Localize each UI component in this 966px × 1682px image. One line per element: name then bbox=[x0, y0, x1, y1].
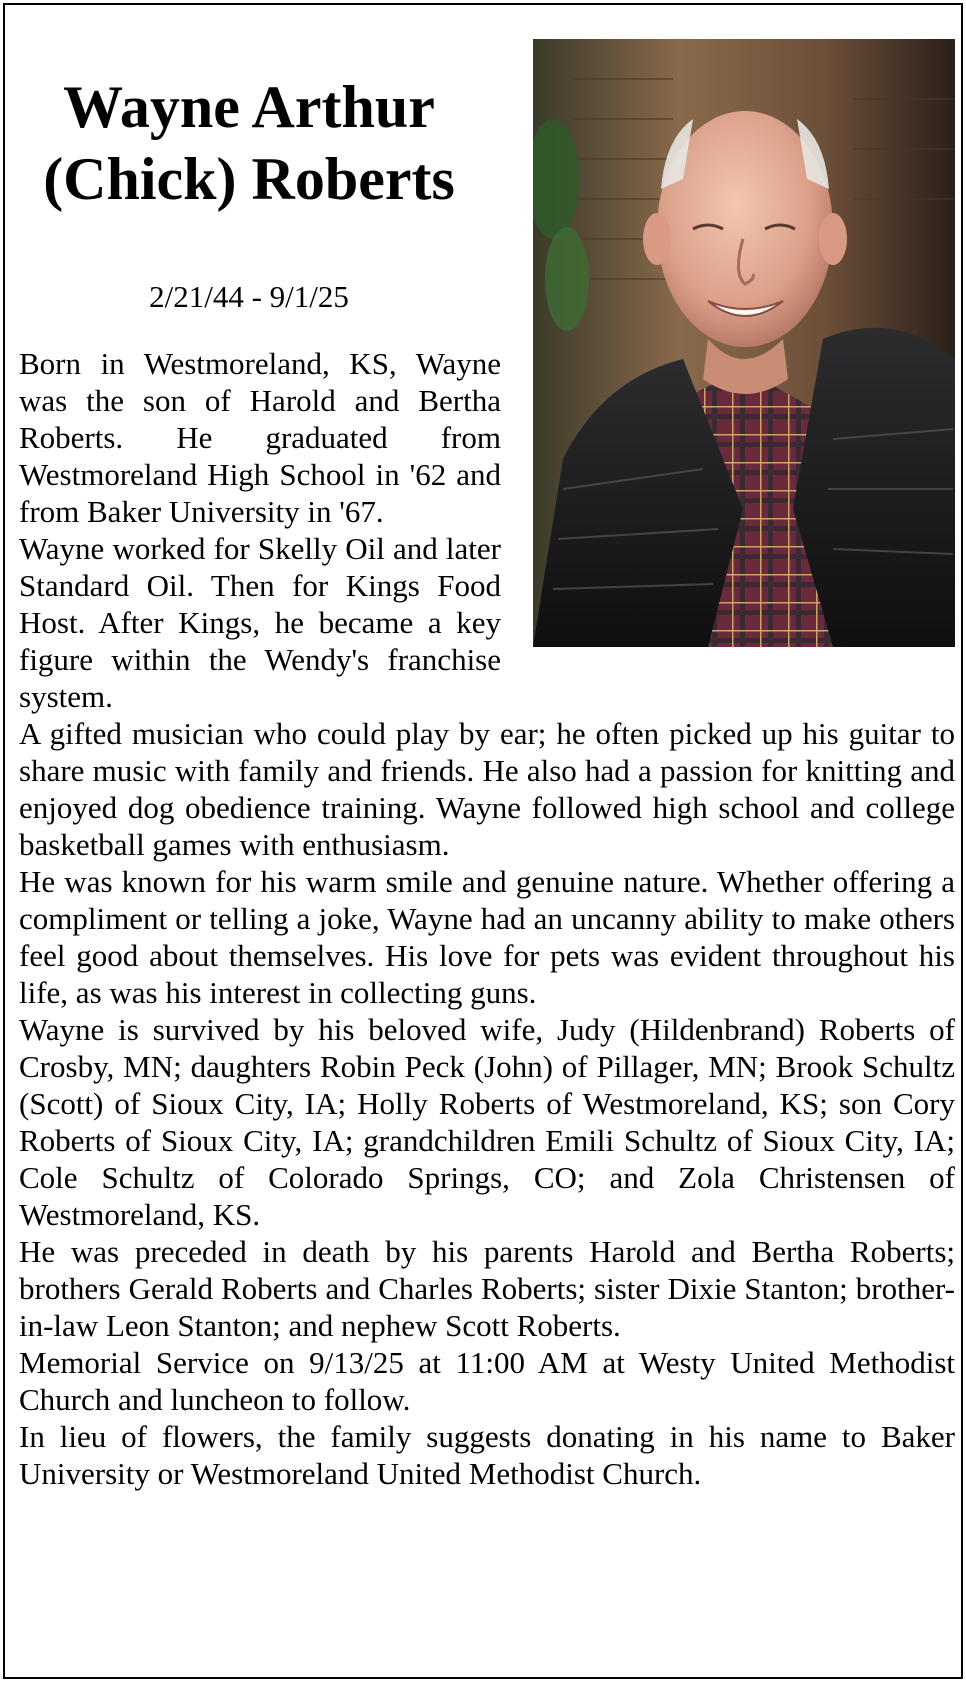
paragraph-early-life: Born in Westmoreland, KS, Wayne was the son of Harold and Bertha Roberts. He graduated from Westmoreland High School in '62 and from Baker University in '67. bbox=[19, 346, 501, 529]
paragraph-donations: In lieu of flowers, the family suggests donating in his name to Baker University or Westmoreland United Methodist Church. bbox=[19, 1419, 955, 1491]
obituary-content bbox=[19, 71, 955, 1492]
life-dates: 2/21/44 - 9/1/25 bbox=[149, 279, 349, 314]
paragraph-memorial-service: Memorial Service on 9/13/25 at 11:00 AM at Westy United Methodist Church and luncheon to follow. bbox=[19, 1345, 955, 1417]
paragraph-survivors: Wayne is survived by his beloved wife, Judy (Hildenbrand) Roberts of Crosby, MN; daughters Robin Peck (John) of Pillager, MN; Brook Schultz (Scott) of Sioux City, IA; Holly Roberts of Westmoreland, KS; son Cory Roberts of Sioux City, IA; grandchildren Emili Schultz of Sioux City, IA; Cole Schultz of Colorado Springs, CO; and Zola Christensen of Westmoreland, KS. bbox=[19, 1012, 955, 1232]
name-line-1: Wayne Arthur bbox=[63, 74, 435, 140]
name-line-2: (Chick) Roberts bbox=[43, 146, 455, 212]
page-title bbox=[19, 71, 479, 215]
paragraph-career: Wayne worked for Skelly Oil and later Standard Oil. Then for Kings Food Host. After Kings, he became a key figure within the Wendy's franchise system. bbox=[19, 531, 501, 714]
portrait-photo-icon bbox=[533, 39, 955, 647]
paragraph-preceded: He was preceded in death by his parents Harold and Bertha Roberts; brothers Gerald Roberts and Charles Roberts; sister Dixie Stanton; brother-in-law Leon Stanton; and nephew Scott Roberts. bbox=[19, 1234, 955, 1343]
obituary-frame bbox=[3, 3, 963, 1679]
paragraph-character: He was known for his warm smile and genuine nature. Whether offering a compliment or telling a joke, Wayne had an uncanny ability to make others feel good about themselves. His love for pets was evident throughout his life, as was his interest in collecting guns. bbox=[19, 864, 955, 1010]
paragraph-interests: A gifted musician who could play by ear; he often picked up his guitar to share music with family and friends. He also had a passion for knitting and enjoyed dog obedience training. Wayne followed high school and college basketball games with enthusiasm. bbox=[19, 716, 955, 862]
portrait-photo bbox=[533, 39, 955, 647]
